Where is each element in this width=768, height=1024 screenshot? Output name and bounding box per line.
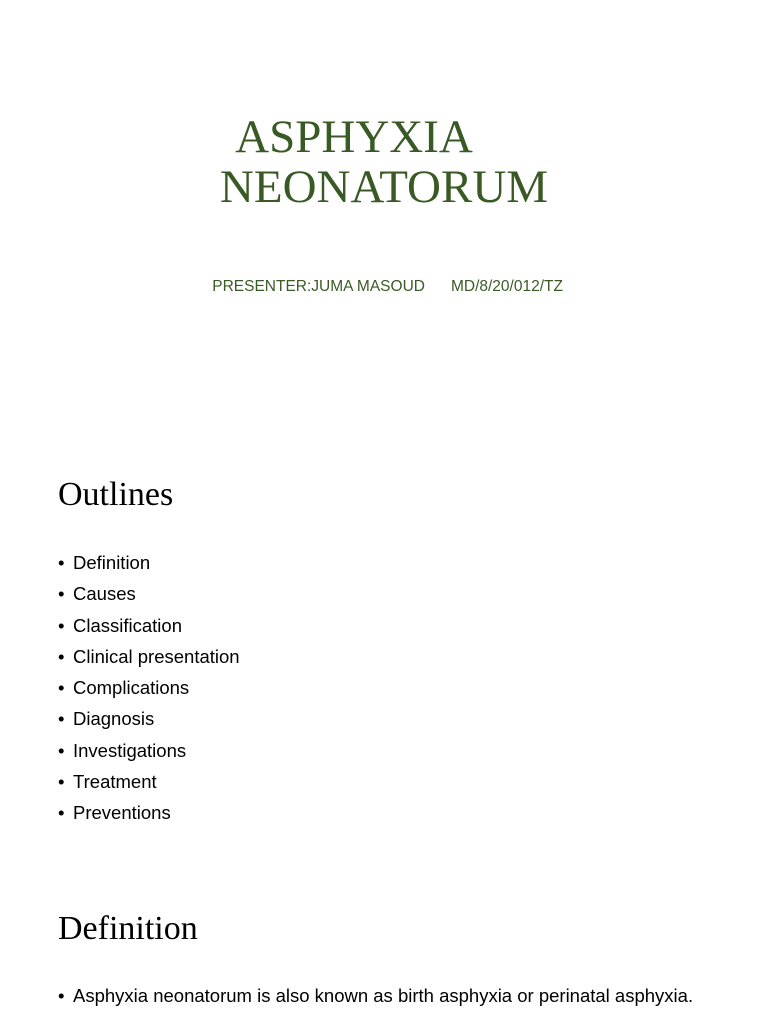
list-item (58, 675, 240, 706)
bullet-icon: • (58, 645, 65, 667)
list-item-text: Causes (73, 583, 136, 605)
definition-list (58, 984, 698, 1008)
list-item (58, 550, 240, 581)
list-item-text: Asphyxia neonatorum is also known as birth asphyxia or perinatal asphyxia. (73, 985, 694, 1006)
title-slide (0, 0, 768, 420)
list-item-text: Diagnosis (73, 708, 155, 730)
list-item (58, 644, 240, 675)
definition-slide (0, 860, 768, 1024)
list-item-text: Classification (73, 614, 182, 636)
outline-slide (0, 420, 768, 860)
bullet-icon: • (58, 802, 65, 824)
list-item-text: Clinical presentation (73, 645, 240, 667)
bullet-icon: • (58, 985, 65, 1006)
list-item-text: Complications (73, 677, 190, 699)
bullet-icon: • (58, 708, 65, 730)
bullet-icon: • (58, 552, 65, 573)
presenter-name: PRESENTER:JUMA MASOUD (212, 278, 425, 295)
bullet-icon: • (58, 739, 65, 761)
list-item (58, 800, 240, 831)
list-item (58, 613, 240, 644)
list-item (58, 984, 698, 1008)
definition-heading: Definition (58, 910, 198, 947)
list-item-text: Investigations (73, 739, 187, 761)
bullet-icon: • (58, 614, 65, 636)
outline-list (58, 550, 240, 832)
list-item-text: Treatment (73, 771, 157, 793)
list-item (58, 581, 240, 612)
title-line-2: NEONATORUM (219, 161, 549, 213)
list-item-text: Definition (73, 552, 151, 573)
list-item-text: Preventions (73, 802, 171, 824)
title-line-1: ASPHYXIA (235, 111, 473, 163)
list-item (58, 738, 240, 769)
outline-heading: Outlines (58, 476, 174, 513)
subtitle (195, 260, 563, 314)
list-item (58, 706, 240, 737)
bullet-icon: • (58, 677, 65, 699)
slide-title (0, 112, 768, 212)
bullet-icon: • (58, 583, 65, 605)
bullet-icon: • (58, 771, 65, 793)
list-item (58, 769, 240, 800)
registration-number: MD/8/20/012/TZ (450, 278, 563, 295)
